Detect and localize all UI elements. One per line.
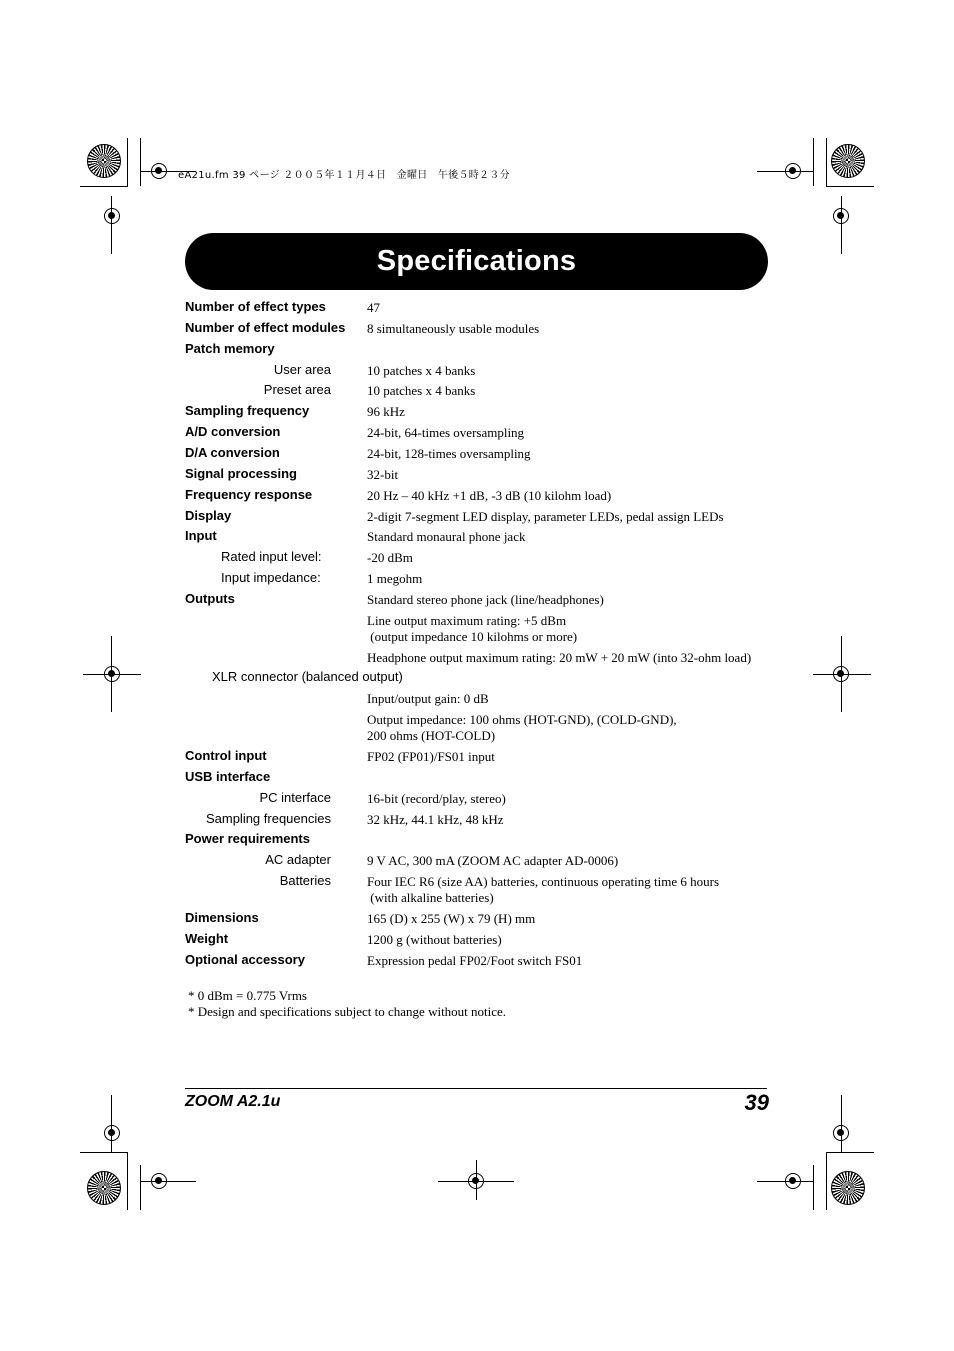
registration-star-icon bbox=[87, 1171, 121, 1205]
spec-label: Rated input level: bbox=[221, 549, 322, 564]
crop-line bbox=[111, 196, 112, 254]
spec-label: Optional accessory bbox=[185, 952, 305, 967]
spec-label: Outputs bbox=[185, 591, 235, 606]
registration-star-icon bbox=[831, 1171, 865, 1205]
spec-value: 10 patches x 4 banks bbox=[367, 363, 476, 378]
spec-label: Display bbox=[185, 508, 232, 523]
page-title: Specifications bbox=[376, 245, 577, 277]
spec-label: Preset area bbox=[263, 382, 331, 397]
crop-line bbox=[80, 1152, 128, 1153]
spec-value: 47 bbox=[367, 300, 380, 315]
spec-value: 32-bit bbox=[367, 467, 399, 482]
spec-label: Batteries bbox=[279, 873, 331, 888]
crop-line bbox=[813, 138, 814, 186]
spec-label: Control input bbox=[185, 748, 267, 763]
page-number: 39 bbox=[744, 1090, 769, 1115]
spec-value: Standard monaural phone jack bbox=[367, 529, 526, 544]
footnotes bbox=[188, 988, 506, 1020]
footnote: * Design and specifications subject to change without notice. bbox=[188, 1004, 507, 1019]
spec-value: 9 V AC, 300 mA (ZOOM AC adapter AD-0006) bbox=[367, 853, 619, 868]
spec-value: Four IEC R6 (size AA) batteries, continuous operating time 6 hours (with alkaline batteries) bbox=[367, 874, 720, 905]
crop-line bbox=[813, 674, 871, 675]
spec-label: Input impedance: bbox=[221, 570, 321, 585]
crop-line bbox=[841, 636, 842, 712]
spec-value: 20 Hz – 40 kHz +1 dB, -3 dB (10 kilohm load) bbox=[367, 488, 612, 503]
spec-label: Number of effect types bbox=[185, 299, 326, 314]
spec-label: XLR connector (balanced output) bbox=[212, 669, 403, 684]
spec-value: 16-bit (record/play, stereo) bbox=[367, 791, 506, 806]
title-banner bbox=[185, 233, 768, 290]
registration-target-icon bbox=[104, 1125, 120, 1141]
crop-line bbox=[841, 1095, 842, 1153]
spec-label: User area bbox=[273, 362, 331, 377]
spec-label: Weight bbox=[185, 931, 229, 946]
crop-line bbox=[140, 138, 141, 186]
spec-label: PC interface bbox=[259, 790, 331, 805]
spec-label: AC adapter bbox=[265, 852, 331, 867]
spec-label: Input bbox=[185, 528, 217, 543]
crop-line bbox=[127, 1152, 128, 1210]
crop-line bbox=[826, 186, 874, 187]
spec-value: Input/output gain: 0 dB bbox=[367, 691, 489, 706]
crop-line bbox=[813, 1165, 814, 1210]
spec-label: USB interface bbox=[185, 769, 271, 784]
crop-line bbox=[140, 1181, 196, 1182]
spec-value: Line output maximum rating: +5 dBm (output impedance 10 kilohms or more) bbox=[367, 613, 578, 644]
spec-label: Power requirements bbox=[185, 831, 310, 846]
spec-label: A/D conversion bbox=[185, 424, 281, 439]
spec-value: 32 kHz, 44.1 kHz, 48 kHz bbox=[367, 812, 504, 827]
print-header-line: eA21u.fm 39 ページ ２００５年１１月４日 金曜日 午後５時２３分 bbox=[178, 170, 510, 181]
crop-line bbox=[841, 196, 842, 254]
spec-label: Number of effect modules bbox=[185, 320, 346, 335]
spec-label: Signal processing bbox=[185, 466, 297, 481]
spec-label: Frequency response bbox=[185, 487, 313, 502]
crop-line bbox=[757, 1181, 813, 1182]
spec-value: 24-bit, 128-times oversampling bbox=[367, 446, 531, 461]
crop-line bbox=[83, 674, 141, 675]
crop-line bbox=[757, 171, 813, 172]
footnote: * 0 dBm = 0.775 Vrms bbox=[188, 988, 307, 1003]
crop-line bbox=[80, 186, 128, 187]
spec-value: Output impedance: 100 ohms (HOT-GND), (COLD-GND), 200 ohms (HOT-COLD) bbox=[367, 712, 677, 743]
spec-label: Patch memory bbox=[185, 341, 275, 356]
crop-line bbox=[826, 138, 827, 186]
spec-label: Dimensions bbox=[185, 910, 259, 925]
spec-label: D/A conversion bbox=[185, 445, 280, 460]
spec-value: 24-bit, 64-times oversampling bbox=[367, 425, 525, 440]
spec-value: 10 patches x 4 banks bbox=[367, 383, 476, 398]
spec-value: Headphone output maximum rating: 20 mW + 20 mW (into 32-ohm load) bbox=[367, 650, 752, 665]
crop-line bbox=[111, 1095, 112, 1153]
spec-value: 8 simultaneously usable modules bbox=[367, 321, 540, 336]
spec-value: 96 kHz bbox=[367, 404, 405, 419]
spec-value: 1 megohm bbox=[367, 571, 423, 586]
footer-rule bbox=[185, 1088, 767, 1089]
spec-value: 1200 g (without batteries) bbox=[367, 932, 502, 947]
crop-line bbox=[476, 1160, 477, 1200]
crop-line bbox=[140, 1165, 141, 1210]
crop-line bbox=[826, 1152, 874, 1153]
crop-line bbox=[826, 1152, 827, 1210]
spec-value: -20 dBm bbox=[367, 550, 413, 565]
registration-star-icon bbox=[831, 144, 865, 178]
spec-label: Sampling frequencies bbox=[205, 811, 331, 826]
registration-target-icon bbox=[104, 208, 120, 224]
crop-line bbox=[127, 138, 128, 186]
spec-value: 165 (D) x 255 (W) x 79 (H) mm bbox=[367, 911, 536, 926]
crop-line bbox=[111, 636, 112, 712]
spec-value: FP02 (FP01)/FS01 input bbox=[367, 749, 495, 764]
spec-value: Expression pedal FP02/Foot switch FS01 bbox=[367, 953, 583, 968]
spec-label: Sampling frequency bbox=[185, 403, 310, 418]
spec-value: 2-digit 7-segment LED display, parameter LEDs, pedal assign LEDs bbox=[367, 509, 724, 524]
registration-star-icon bbox=[87, 144, 121, 178]
spec-value: Standard stereo phone jack (line/headphones) bbox=[367, 592, 604, 607]
footer-model-name: ZOOM A2.1u bbox=[185, 1093, 281, 1110]
